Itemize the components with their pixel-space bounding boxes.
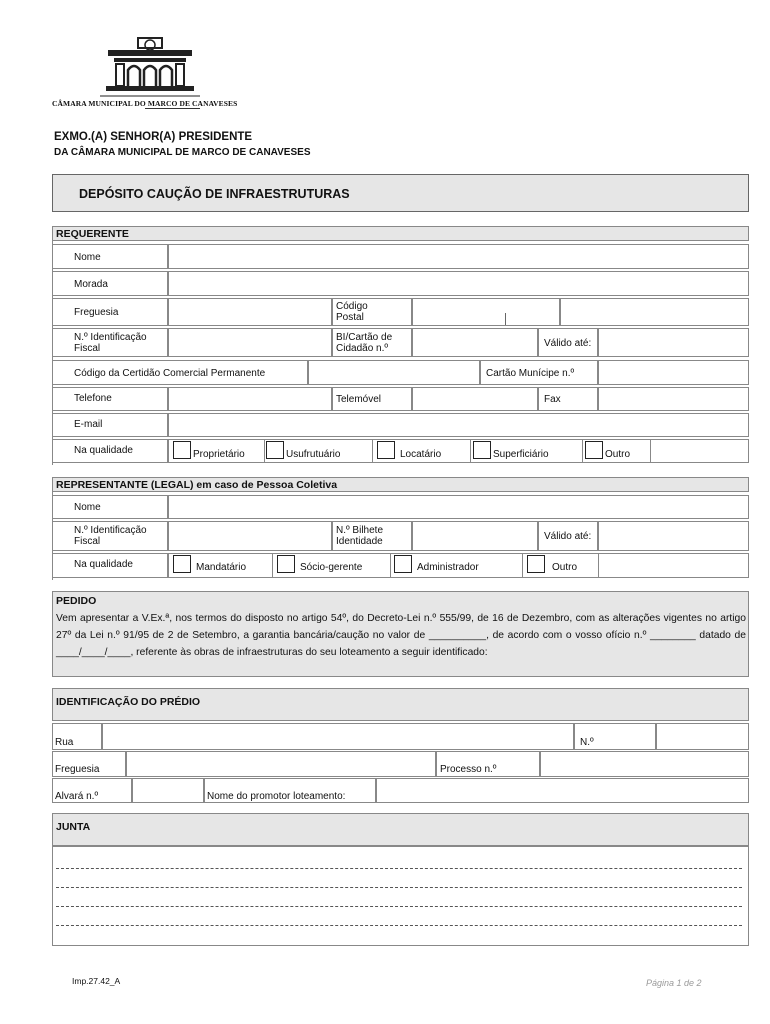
predio-rua-field[interactable] [102, 723, 574, 750]
junta-line-3 [56, 906, 742, 907]
rep-qualidade-divider-1 [272, 553, 273, 578]
req-checkbox-proprietario[interactable] [173, 441, 191, 459]
req-qualidade-label: Na qualidade [74, 445, 133, 456]
municipal-logo [100, 36, 200, 98]
req-nif-label: N.º Identificação Fiscal [74, 332, 147, 354]
rep-checkbox-mandatario[interactable] [173, 555, 191, 573]
req-qualidade-divider-2 [372, 439, 373, 463]
req-telemovel-label: Telemóvel [336, 394, 382, 405]
req-certidao-field[interactable] [308, 360, 480, 385]
rep-bilhete-field[interactable] [412, 521, 538, 551]
predio-promotor-field[interactable] [376, 778, 749, 803]
requerente-header [52, 226, 749, 241]
req-option-superficiario: Superficiário [493, 449, 549, 460]
req-email-field[interactable] [168, 413, 749, 437]
req-qualidade-divider-1 [264, 439, 265, 463]
rep-valido-label: Válido até: [544, 531, 592, 542]
predio-processo-field[interactable] [540, 751, 749, 777]
rep-checkbox-outro[interactable] [527, 555, 545, 573]
rep-qualidade-divider-4 [598, 553, 599, 578]
addressee-line1: EXMO.(A) SENHOR(A) PRESIDENTE [54, 131, 253, 143]
junta-line-1 [56, 868, 742, 869]
req-valido-field[interactable] [598, 328, 749, 357]
rep-nif-field[interactable] [168, 521, 332, 551]
rep-nif-label: N.º Identificação Fiscal [74, 525, 147, 547]
predio-alvara-field[interactable] [132, 778, 204, 803]
rep-checkbox-administrador[interactable] [394, 555, 412, 573]
predio-freguesia-label: Freguesia [55, 764, 100, 775]
req-option-proprietario: Proprietário [193, 449, 245, 460]
logo-underline [145, 108, 200, 109]
req-cp-field-1[interactable] [412, 298, 560, 326]
req-telefone-field[interactable] [168, 387, 332, 411]
predio-freguesia-field[interactable] [126, 751, 436, 777]
req-qualidade-row [168, 439, 749, 463]
req-checkbox-locatario[interactable] [377, 441, 395, 459]
req-valido-label: Válido até: [544, 338, 592, 349]
req-bi-label: BI/Cartão de Cidadão n.º [336, 332, 393, 354]
predio-title: IDENTIFICAÇÃO DO PRÉDIO [56, 696, 201, 708]
req-nome-label-cell [52, 244, 168, 269]
requerente-title: REQUERENTE [56, 228, 129, 240]
rep-nome-label-cell [52, 495, 168, 519]
predio-processo-label: Processo n.º [440, 764, 497, 775]
req-cp-divider [505, 313, 506, 325]
rep-qualidade-divider-2 [390, 553, 391, 578]
req-qualidade-divider-3 [470, 439, 471, 463]
req-morada-label-cell [52, 271, 168, 296]
req-nome-field[interactable] [168, 244, 749, 269]
req-email-label: E-mail [74, 419, 103, 430]
req-cp-field-2[interactable] [560, 298, 749, 326]
representante-header [52, 477, 749, 492]
req-freguesia-label: Freguesia [74, 307, 119, 318]
pedido-text: Vem apresentar a V.Ex.ª, nos termos do disposto no artigo 54º, do Decreto-Lei n.º 555/99, de 16 de Dezembro, com as alterações vigentes no artigo 27º da Lei n.º 91/95 de 2 de Setembro, a garantia bancária/caução no valor de __________, de acordo com o vosso ofício n.º ________ datado de ____/____/____, referente às obras de infraestruturas do seu loteamento a seguir identificado: [56, 613, 746, 658]
addressee-line2: DA CÂMARA MUNICIPAL DE MARCO DE CANAVESES [54, 147, 311, 158]
junta-title: JUNTA [56, 821, 91, 833]
req-option-usufrutuario: Usufrutuário [286, 449, 341, 460]
junta-field[interactable] [52, 846, 749, 946]
req-municipe-label: Cartão Munícipe n.º [486, 368, 575, 379]
org-name: CÂMARA MUNICIPAL DO MARCO DE CANAVESES [52, 99, 238, 108]
req-option-outro: Outro [605, 449, 631, 460]
rep-option-outro: Outro [552, 562, 578, 573]
form-title: DEPÓSITO CAUÇÃO DE INFRAESTRUTURAS [79, 187, 350, 201]
rep-qualidade-divider-3 [522, 553, 523, 578]
req-nome-label: Nome [74, 252, 101, 263]
predio-alvara-label: Alvará n.º [55, 791, 99, 802]
req-checkbox-usufrutuario[interactable] [266, 441, 284, 459]
rep-bilhete-label: N.º Bilhete Identidade [336, 525, 384, 547]
junta-header [52, 813, 749, 846]
predio-header [52, 688, 749, 721]
req-cp-label: Código Postal [336, 301, 368, 323]
req-checkbox-outro[interactable] [585, 441, 603, 459]
req-telemovel-field[interactable] [412, 387, 538, 411]
predio-promotor-label: Nome do promotor loteamento: [207, 791, 346, 802]
rep-qualidade-label: Na qualidade [74, 559, 133, 570]
rep-checkbox-socio-gerente[interactable] [277, 555, 295, 573]
junta-line-2 [56, 887, 742, 888]
req-freguesia-field[interactable] [168, 298, 332, 326]
req-qualidade-divider-5 [650, 439, 651, 463]
junta-line-4 [56, 925, 742, 926]
rep-option-socio-gerente: Sócio-gerente [300, 562, 363, 573]
req-certidao-label: Código da Certidão Comercial Permanente [74, 368, 266, 379]
req-option-locatario: Locatário [400, 449, 442, 460]
rep-nome-label: Nome [74, 502, 101, 513]
predio-numero-label: N.º [580, 737, 594, 748]
form-title-box [52, 174, 749, 212]
predio-rua-label: Rua [55, 737, 74, 748]
req-nif-field[interactable] [168, 328, 332, 357]
rep-option-mandatario: Mandatário [196, 562, 247, 573]
req-email-label-cell [52, 413, 168, 437]
footer-page: Página 1 de 2 [646, 978, 702, 988]
req-fax-label: Fax [544, 394, 561, 405]
rep-option-administrador: Administrador [417, 562, 479, 573]
req-morada-field[interactable] [168, 271, 749, 296]
req-bi-field[interactable] [412, 328, 538, 357]
rep-valido-field[interactable] [598, 521, 749, 551]
pedido-section [52, 591, 749, 677]
pedido-title: PEDIDO [56, 595, 97, 607]
representante-title: REPRESENTANTE (LEGAL) em caso de Pessoa Coletiva [56, 479, 338, 491]
req-checkbox-superficiario[interactable] [473, 441, 491, 459]
req-morada-label: Morada [74, 279, 108, 290]
req-municipe-field[interactable] [598, 360, 749, 385]
req-qualidade-divider-4 [582, 439, 583, 463]
footer-code: Imp.27.42_A [72, 976, 121, 986]
rep-nome-field[interactable] [168, 495, 749, 519]
predio-numero-field[interactable] [656, 723, 749, 750]
req-telefone-label: Telefone [74, 393, 112, 404]
req-fax-field[interactable] [598, 387, 749, 411]
